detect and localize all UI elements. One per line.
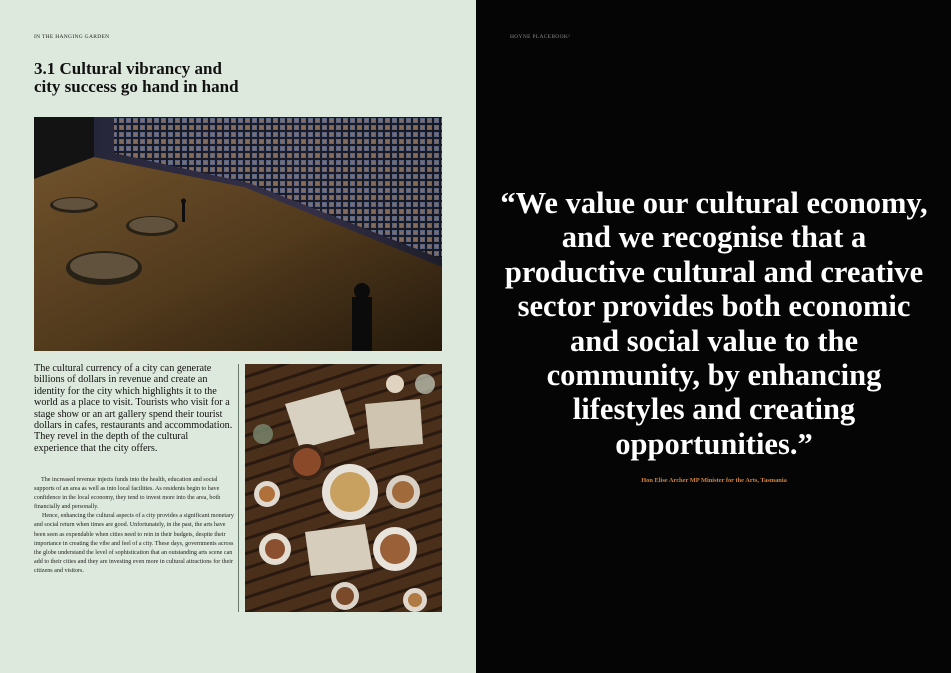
running-head-right: HOYNE PLACEBOOK² xyxy=(510,34,571,40)
section-title-line-2: city success go hand in hand xyxy=(34,77,239,96)
pull-quote: “We value our cultural economy, and we recognise that a productive cultural and creative sector provides both economic and social value to the community, by enhancing lifestyles and creating opportunities.” xyxy=(500,186,928,461)
lead-paragraph: The cultural currency of a city can generate billions of dollars in revenue and create an identity for the city which highlights it to the world as a place to visit. Tourists who visit for a stage show or an art gallery spend their tourist dollars in cafes, restaurants and accommodation. They revel in the depth of the cultural experience that the city offers. xyxy=(34,363,233,454)
gallery-photo xyxy=(34,117,442,351)
column-divider xyxy=(238,364,239,612)
running-head-left: IN THE HANGING GARDEN xyxy=(34,34,110,40)
body-paragraph-2: Hence, enhancing the cultural aspects of a city provides a significant monetary and social return when times are good. Unfortunately, in the past, the arts have been seen as expendable when cities need to rein in their budgets, despite their importance in creating the vibe and feel of a city. These days, governments across the globe understand the level of sophistication that an outstanding arts scene can add to their cities and they are investing even more in cultural attractions for their citizens and visitors. xyxy=(34,513,234,574)
right-page xyxy=(476,0,951,673)
body-paragraph-1: The increased revenue injects funds into the health, education and social supports of an area as well as into local facilities. As residents begin to have confidence in the local economy, they tend to invest more into the area, both financially and personally. xyxy=(34,477,221,511)
section-title-line-1: 3.1 Cultural vibrancy and xyxy=(34,59,222,78)
quote-attribution: Hon Elise Archer MP Minister for the Arts, Tasmania xyxy=(641,477,787,484)
body-text xyxy=(34,476,234,576)
section-title xyxy=(34,60,334,96)
food-photo xyxy=(245,364,442,612)
